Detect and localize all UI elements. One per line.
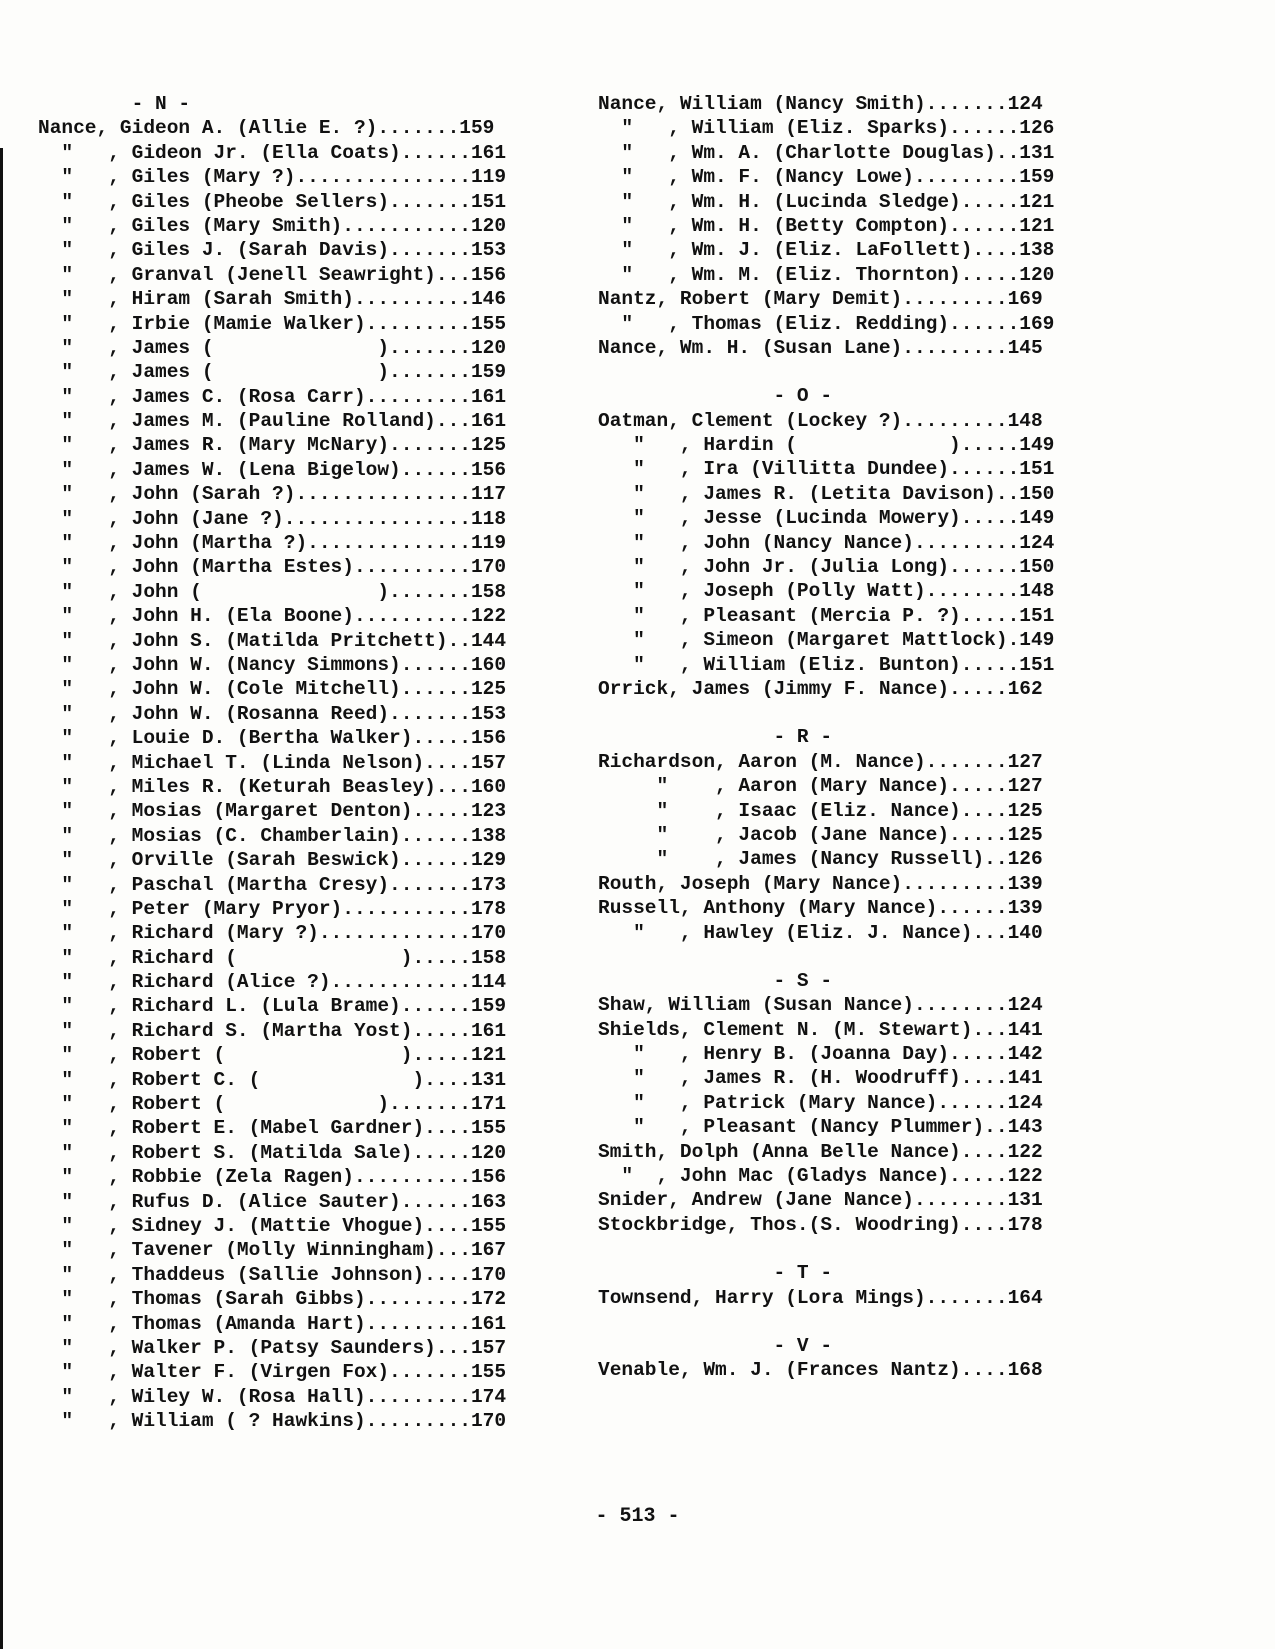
index-entry: " , Giles J. (Sarah Davis).......153 [38, 239, 507, 262]
index-entry: " , John S. (Matilda Pritchett)..144 [38, 629, 507, 652]
index-entry: " , Robbie (Zela Ragen)..........156 [38, 1166, 507, 1189]
index-entry: " , Thomas (Eliz. Redding)......169 [598, 312, 1055, 335]
index-entry: " , Wm. H. (Betty Compton)......121 [598, 214, 1055, 237]
index-entry: " , Orville (Sarah Beswick)......129 [38, 849, 507, 872]
index-entry: Russell, Anthony (Mary Nance)......139 [598, 897, 1043, 920]
index-entry: " , Pleasant (Mercia P. ?).....151 [598, 604, 1055, 627]
index-entry: " , Thaddeus (Sallie Johnson)....170 [38, 1263, 507, 1286]
index-entry: " , James R. (H. Woodruff)....141 [598, 1067, 1043, 1090]
section-gap [598, 701, 1098, 725]
index-entry: " , James R. (Mary McNary).......125 [38, 434, 507, 457]
index-entry: " , John H. (Ela Boone)..........122 [38, 605, 507, 628]
index-entry: Routh, Joseph (Mary Nance).........139 [598, 872, 1043, 895]
index-entry: " , James ( ).......120 [38, 336, 507, 359]
index-entry: " , John Jr. (Julia Long)......150 [598, 556, 1055, 579]
index-entry: " , James R. (Letita Davison)..150 [598, 482, 1055, 505]
index-entry: " , Richard (Mary ?).............170 [38, 922, 507, 945]
index-entry: " , Irbie (Mamie Walker).........155 [38, 312, 507, 335]
section-heading-n: - N - [38, 93, 191, 115]
index-entry: Orrick, James (Jimmy F. Nance).....162 [598, 677, 1043, 700]
index-entry: " , Michael T. (Linda Nelson)....157 [38, 751, 507, 774]
index-entry: " , Wiley W. (Rosa Hall).........174 [38, 1385, 507, 1408]
index-entry: " , William (Eliz. Bunton).....151 [598, 653, 1055, 676]
index-entry: " , Robert S. (Matilda Sale).....120 [38, 1141, 507, 1164]
index-entry: " , Giles (Mary ?)...............119 [38, 166, 507, 189]
index-entry: Nantz, Robert (Mary Demit).........169 [598, 288, 1043, 311]
section-heading: - O - [598, 385, 833, 408]
index-entry: " , Louie D. (Bertha Walker).....156 [38, 727, 507, 750]
index-entry: " , Thomas (Amanda Hart).........161 [38, 1312, 507, 1335]
index-entry: " , Jesse (Lucinda Mowery).....149 [598, 507, 1055, 530]
index-entry: Shaw, William (Susan Nance)........124 [598, 994, 1043, 1017]
index-entry: " , John W. (Cole Mitchell)......125 [38, 678, 507, 701]
section-heading: - T - [598, 1262, 833, 1285]
index-entry: " , James W. (Lena Bigelow)......156 [38, 458, 507, 481]
index-entry: " , Wm. H. (Lucinda Sledge).....121 [598, 190, 1055, 213]
section-gap [598, 1310, 1098, 1334]
index-entry: " , John (Nancy Nance).........124 [598, 531, 1055, 554]
index-entry: " , Wm. F. (Nancy Lowe).........159 [598, 166, 1055, 189]
index-entry: " , John ( ).......158 [38, 580, 507, 603]
index-entry: " , Hardin ( ).....149 [598, 434, 1055, 457]
index-entry: " , Paschal (Martha Cresy).......173 [38, 873, 507, 896]
section-heading: - R - [598, 726, 833, 749]
index-entry: " , Pleasant (Nancy Plummer)..143 [598, 1116, 1043, 1139]
index-entry: " , Hiram (Sarah Smith)..........146 [38, 288, 507, 311]
index-entry: Nance, Gideon A. (Allie E. ?).......159 [38, 117, 495, 140]
index-entry: " , William (Eliz. Sparks)......126 [598, 117, 1055, 140]
left-margin-rule [0, 148, 3, 1649]
index-entry: Venable, Wm. J. (Frances Nantz)....168 [598, 1359, 1043, 1382]
index-entry: " , John (Sarah ?)...............117 [38, 483, 507, 506]
index-entry: " , Tavener (Molly Winningham)...167 [38, 1239, 507, 1262]
index-entry: " , Hawley (Eliz. J. Nance)...140 [598, 921, 1043, 944]
index-entry: " , John W. (Nancy Simmons)......160 [38, 653, 507, 676]
index-entry: " , Isaac (Eliz. Nance)....125 [598, 799, 1043, 822]
page-number: - 513 - [595, 1505, 680, 1528]
right-column [598, 92, 1098, 1383]
index-entry: " , Henry B. (Joanna Day).....142 [598, 1043, 1043, 1066]
index-entry: Shields, Clement N. (M. Stewart)...141 [598, 1018, 1043, 1041]
index-entry: " , Wm. J. (Eliz. LaFollett)....138 [598, 239, 1055, 262]
section-heading: - V - [598, 1334, 833, 1357]
index-entry: " , John (Jane ?)................118 [38, 507, 507, 530]
section-gap [598, 360, 1098, 384]
index-entry: " , John Mac (Gladys Nance).....122 [598, 1165, 1043, 1188]
index-entry: " , Simeon (Margaret Mattlock).149 [598, 629, 1055, 652]
index-entry: Smith, Dolph (Anna Belle Nance)....122 [598, 1140, 1043, 1163]
index-entry: " , Richard S. (Martha Yost).....161 [38, 1019, 507, 1042]
index-entry: Snider, Andrew (Jane Nance)........131 [598, 1189, 1043, 1212]
index-entry: " , Jacob (Jane Nance).....125 [598, 823, 1043, 846]
index-entry: " , James (Nancy Russell)..126 [598, 848, 1043, 871]
index-entry: Nance, Wm. H. (Susan Lane).........145 [598, 336, 1043, 359]
index-entry: Richardson, Aaron (M. Nance).......127 [598, 750, 1043, 773]
index-entry: " , Thomas (Sarah Gibbs).........172 [38, 1288, 507, 1311]
index-entry: Stockbridge, Thos.(S. Woodring)....178 [598, 1213, 1043, 1236]
index-entry: " , Granval (Jenell Seawright)...156 [38, 263, 507, 286]
left-column [38, 92, 538, 1433]
index-entry: " , Wm. A. (Charlotte Douglas)..131 [598, 141, 1055, 164]
index-entry: " , Richard ( ).....158 [38, 946, 507, 969]
index-entry: " , Sidney J. (Mattie Vhogue)....155 [38, 1214, 507, 1237]
section-gap [598, 945, 1098, 969]
section-heading: - S - [598, 969, 833, 992]
index-entry: " , Giles (Pheobe Sellers).......151 [38, 190, 507, 213]
index-entry: " , James M. (Pauline Rolland)...161 [38, 410, 507, 433]
index-entry: " , John (Martha ?)..............119 [38, 532, 507, 555]
index-entry: " , Walter F. (Virgen Fox).......155 [38, 1361, 507, 1384]
index-entry: " , John W. (Rosanna Reed).......153 [38, 702, 507, 725]
index-entry: " , Walker P. (Patsy Saunders)...157 [38, 1336, 507, 1359]
index-entry: " , Mosias (Margaret Denton).....123 [38, 800, 507, 823]
index-entry: Townsend, Harry (Lora Mings).......164 [598, 1286, 1043, 1309]
index-entry: Nance, William (Nancy Smith).......124 [598, 93, 1043, 115]
index-entry: " , Richard L. (Lula Brame)......159 [38, 995, 507, 1018]
index-entry: " , Patrick (Mary Nance)......124 [598, 1091, 1043, 1114]
index-entry: " , Joseph (Polly Watt)........148 [598, 580, 1055, 603]
index-entry: " , John (Martha Estes)..........170 [38, 556, 507, 579]
index-entry: " , Ira (Villitta Dundee)......151 [598, 458, 1055, 481]
index-entry: " , Robert ( ).....121 [38, 1044, 507, 1067]
index-entry: " , Giles (Mary Smith)...........120 [38, 214, 507, 237]
index-entry: " , Miles R. (Keturah Beasley)...160 [38, 775, 507, 798]
section-gap [598, 1237, 1098, 1261]
index-entry: " , Richard (Alice ?)............114 [38, 971, 507, 994]
index-entry: " , Robert ( ).......171 [38, 1093, 507, 1116]
index-entry: " , Aaron (Mary Nance).....127 [598, 775, 1043, 798]
index-entry: " , William ( ? Hawkins).........170 [38, 1410, 507, 1433]
index-entry: " , Peter (Mary Pryor)...........178 [38, 897, 507, 920]
index-entry: " , Robert E. (Mabel Gardner)....155 [38, 1117, 507, 1140]
index-entry: " , Robert C. ( )....131 [38, 1068, 507, 1091]
index-entry: Oatman, Clement (Lockey ?).........148 [598, 409, 1043, 432]
index-entry: " , James ( ).......159 [38, 361, 507, 384]
index-entry: " , Mosias (C. Chamberlain)......138 [38, 824, 507, 847]
index-entry: " , Wm. M. (Eliz. Thornton).....120 [598, 263, 1055, 286]
index-entry: " , Rufus D. (Alice Sauter)......163 [38, 1190, 507, 1213]
index-entry: " , Gideon Jr. (Ella Coats)......161 [38, 141, 507, 164]
index-entry: " , James C. (Rosa Carr).........161 [38, 385, 507, 408]
